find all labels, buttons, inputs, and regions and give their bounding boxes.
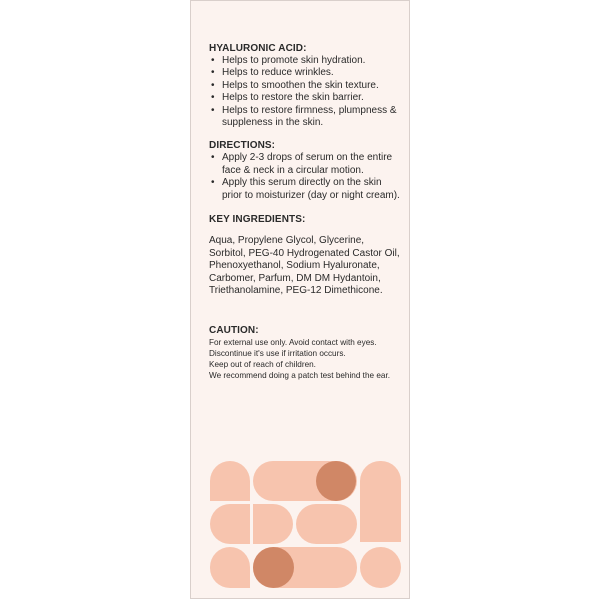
product-label-panel: [190, 0, 410, 599]
list-item: • Helps to restore the skin barrier.: [209, 92, 401, 104]
rounded-bar-shape: [296, 504, 357, 544]
ingredients-text: Aqua, Propylene Glycol, Glycerine, Sorbitol, PEG-40 Hydrogenated Castor Oil, Phenoxyethanol, Sodium Hyaluronate, Carbomer, Parfum, DM DM Hydantoin, Triethanolamine, PEG-12 Dimethicone.: [209, 235, 400, 297]
key-ingredients-section: [209, 214, 401, 298]
circle-shape: [360, 547, 401, 588]
caution-line: Discontinue it's use if irritation occurs.: [209, 349, 346, 359]
quarter-round-shape: [210, 461, 250, 501]
caution-heading: CAUTION:: [209, 325, 259, 337]
label-content: [209, 43, 401, 381]
accent-circle: [253, 547, 294, 588]
hyaluronic-acid-heading: HYALURONIC ACID:: [209, 43, 307, 54]
directions-list: [209, 152, 401, 202]
half-round-tall-shape: [360, 461, 401, 542]
accent-circle: [316, 461, 356, 501]
caution-line: Keep out of reach of children.: [209, 360, 316, 370]
list-item: • Helps to smoothen the skin texture.: [209, 80, 401, 92]
half-circle-shape: [253, 504, 293, 544]
directions-section: [209, 140, 401, 202]
decorative-geometric-pattern: [210, 461, 403, 589]
list-item: • Helps to promote skin hydration.: [209, 55, 401, 67]
caution-line: We recommend doing a patch test behind the ear.: [209, 371, 390, 381]
hyaluronic-acid-section: [209, 43, 401, 129]
list-item: • Helps to restore firmness, plumpness & suppleness in the skin.: [209, 105, 401, 130]
key-ingredients-heading: KEY INGREDIENTS:: [209, 214, 306, 226]
list-item: • Apply this serum directly on the skin prior to moisturizer (day or night cream).: [209, 177, 401, 202]
quarter-round-shape: [210, 547, 250, 588]
list-item: • Apply 2-3 drops of serum on the entire face & neck in a circular motion.: [209, 152, 401, 177]
caution-section: [209, 325, 401, 381]
directions-heading: DIRECTIONS:: [209, 140, 276, 152]
caution-line: For external use only. Avoid contact with eyes.: [209, 338, 377, 348]
half-circle-shape: [210, 504, 250, 544]
hyaluronic-acid-benefits-list: [209, 55, 401, 129]
list-item: • Helps to reduce wrinkles.: [209, 67, 401, 79]
